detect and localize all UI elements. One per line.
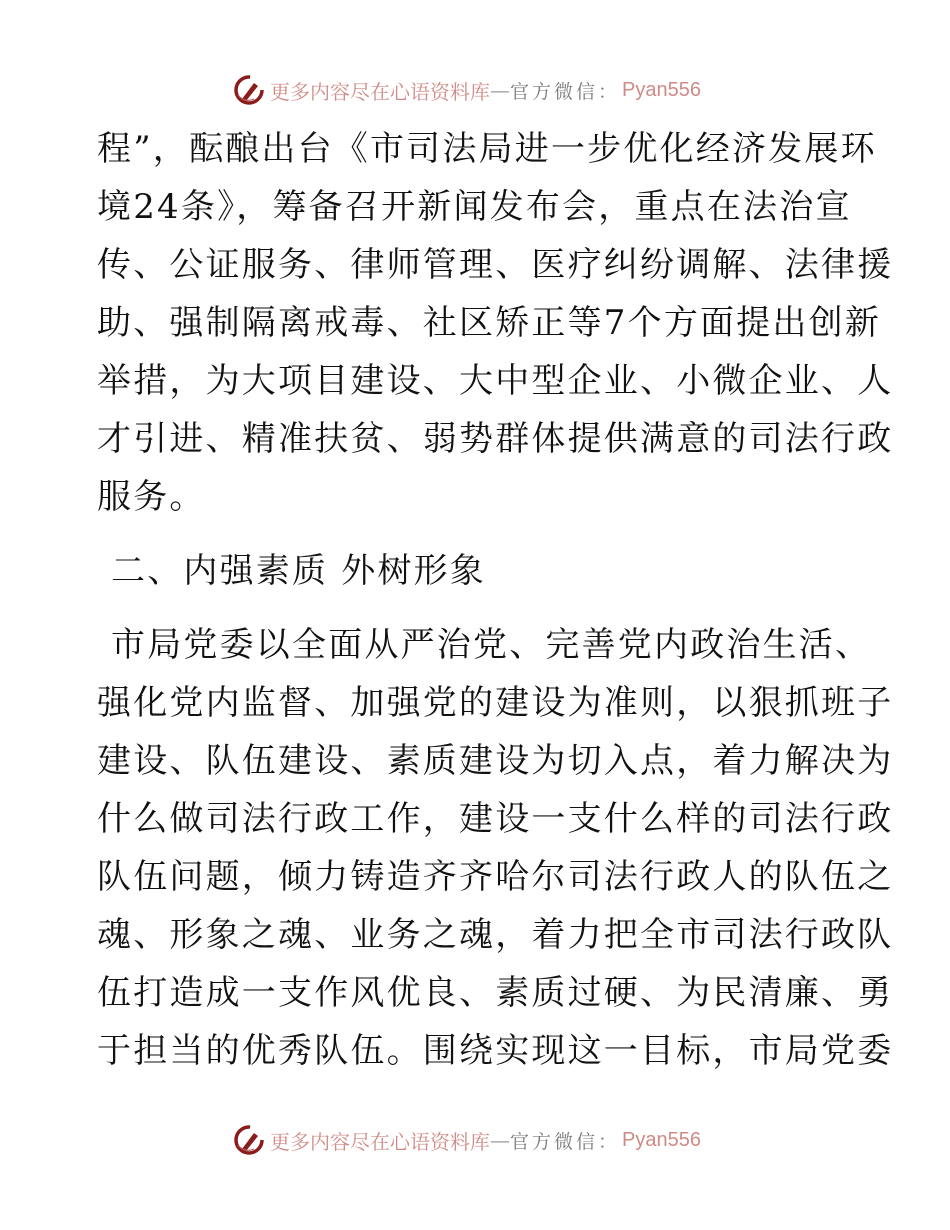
text-line: 强化党内监督、加强党的建设为准则，以狠抓班子 — [97, 683, 894, 723]
watermark-wechat-label: 官方微信： — [510, 80, 621, 103]
paragraph-2 — [97, 616, 872, 674]
watermark-wechat-id: Pyan556 — [622, 1128, 701, 1151]
text-line: 伍打造成一支作风优良、素质过硬、为民清廉、勇 — [97, 973, 894, 1013]
paragraph-2-continued — [97, 674, 894, 1080]
header-watermark — [232, 73, 701, 107]
text-line: 举措，为大项目建设、大中型企业、小微企业、人 — [97, 361, 894, 401]
text-line: 才引进、精准扶贫、弱势群体提供满意的司法行政 — [97, 419, 894, 459]
text-line: 服务。 — [97, 477, 206, 517]
text-line: 建设、队伍建设、素质建设为切入点，着力解决为 — [97, 741, 894, 781]
section-heading: 二、内强素质 外树形象 — [111, 551, 487, 591]
watermark-wechat-label: 官方微信： — [510, 1130, 621, 1153]
text-line: 魂、形象之魂、业务之魂，着力把全市司法行政队 — [97, 915, 894, 955]
pen-logo-icon — [232, 1123, 266, 1157]
paragraph-1 — [97, 120, 894, 526]
watermark-wechat-id: Pyan556 — [622, 78, 701, 101]
text-line: 队伍问题，倾力铸造齐齐哈尔司法行政人的队伍之 — [97, 857, 894, 897]
text-line: 助、强制隔离戒毒、社区矫正等7个方面提出创新 — [97, 303, 882, 343]
text-line: 境24条》，筹备召开新闻发布会，重点在法治宣 — [97, 187, 852, 227]
watermark-dash: — — [490, 1128, 510, 1152]
document-body — [97, 120, 894, 1080]
text-line: 市局党委以全面从严治党、完善党内政治生活、 — [111, 625, 872, 665]
footer-watermark — [232, 1123, 701, 1157]
text-line: 于担当的优秀队伍。围绕实现这一目标，市局党委 — [97, 1031, 894, 1071]
pen-logo-icon — [232, 73, 266, 107]
text-line: 传、公证服务、律师管理、医疗纠纷调解、法律援 — [97, 245, 894, 285]
watermark-brand-text: 更多内容尽在心语资料库 — [270, 79, 490, 104]
text-line: 什么做司法行政工作，建设一支什么样的司法行政 — [97, 799, 894, 839]
watermark-brand-text: 更多内容尽在心语资料库 — [270, 1129, 490, 1154]
watermark-dash: — — [490, 78, 510, 102]
text-line: 程”，酝酿出台《市司法局进一步优化经济发展环 — [97, 129, 877, 169]
